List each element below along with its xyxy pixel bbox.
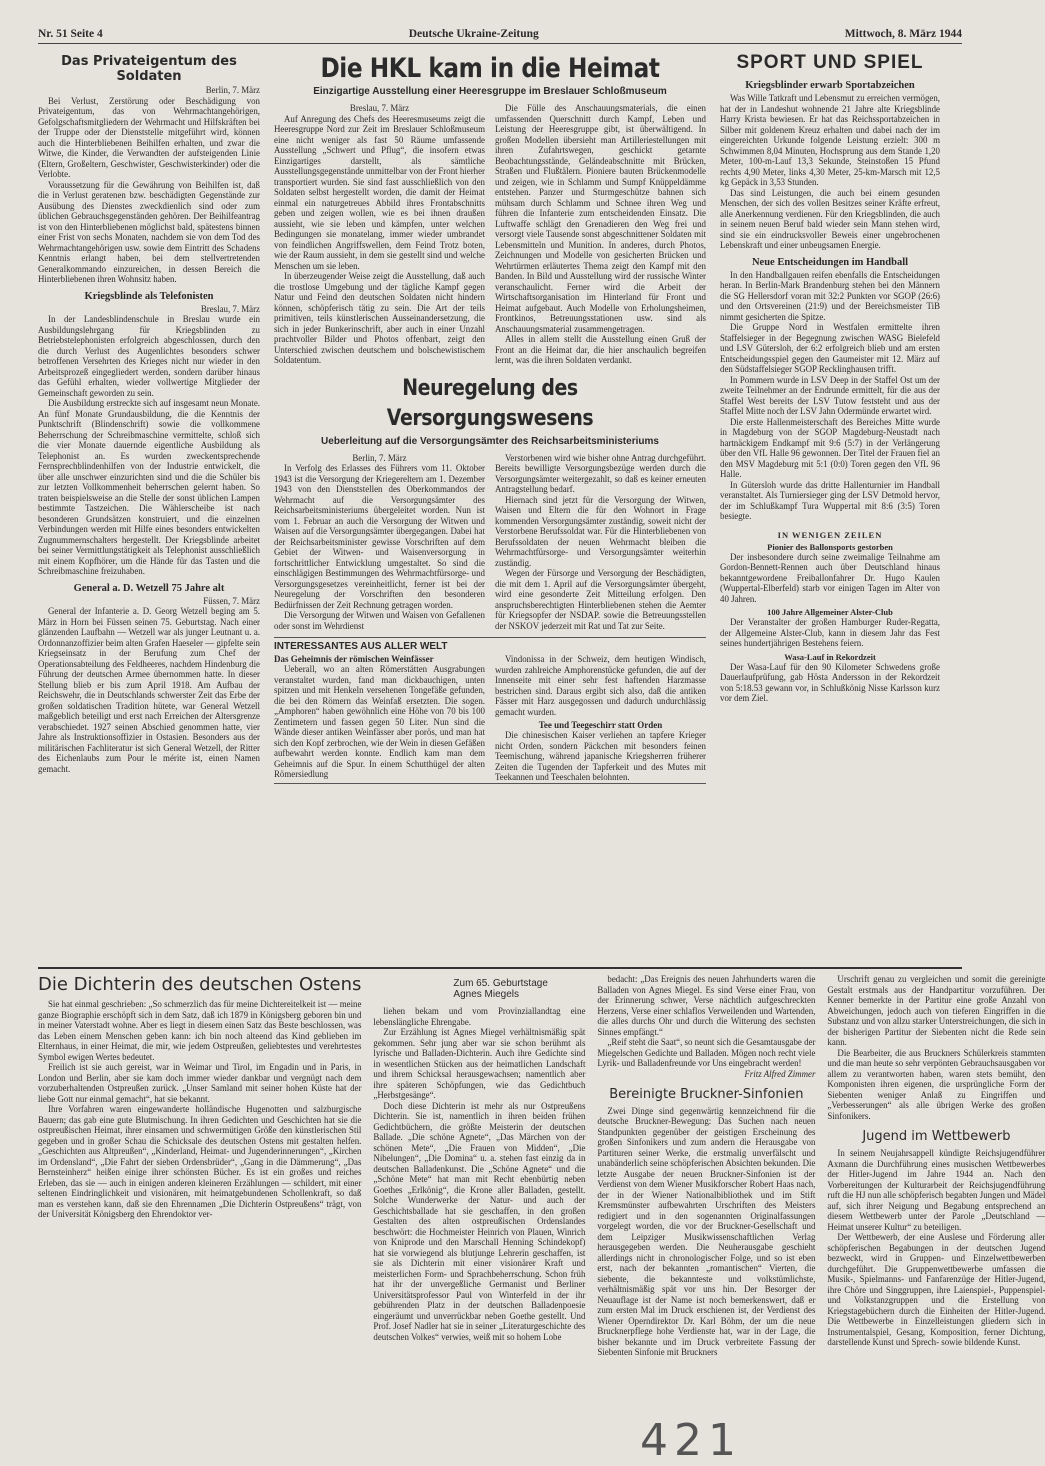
article-title: General a. D. Wetzell 75 Jahre alt [73, 582, 225, 594]
feuilleton-subtitle-line: Agnes Miegels [453, 989, 519, 1000]
paragraph: liehen bekam und vom Provinziallandtag eine lebenslängliche Ehrengabe. [373, 1006, 586, 1027]
article-title: Kriegsblinde als Telefonisten [84, 290, 214, 302]
article-title: Das Geheimnis der römischen Weinfässer [274, 654, 434, 664]
paragraph: Bei Verlust, Zerstörung oder Beschädigung von Privateigentum, das von Wehrmachtangehörigen, Gefolgschaftsmitgliedern der Wehrmacht und Hilfskräften bei der Truppe oder der Dienststelle mitgeführt wird, können auch die Hinterbliebenen Beihilfen erhalten, und zwar die Witwe, die Kinder, die Verwandten der aufsteigenden Linie (Eltern, Großeltern, Geschwister, Geschwisterkinder) oder die Verlobte. [38, 95, 260, 179]
article-title: Pionier des Ballonsports gestorben [767, 541, 893, 552]
hkl-right [495, 103, 706, 366]
center-column [274, 48, 706, 963]
paragraph: Die Bearbeiter, die aus Bruckners Schülerkreis stammten und die man heute so sehr verpönten Gebrauchsausgaben vor allem zu verantworten haben, waren stets bemüht, den Komponisten ihren eigenen, die ursprüngliche Form der Siebenten weniger Anlaß zu Eingriffen und „Verbesserungen“ als alle übrigen Werke des großen Sinfonikers. [827, 1047, 1045, 1121]
paragraph: bedacht: „Das Ereignis des neuen Jahrhunderts waren die Balladen von Agnes Miegel. Es sind Verse einer Frau, von der Erinnerung schwer, Verse nächtlich aufgeschreckten Herzens, Verse einer schlaflos Verweilenden und Wartenden, die alles durchs Ohr und durch die Witterung des sechsten Sinnes empfängt.“ [597, 974, 816, 1037]
interessantes-box [274, 637, 706, 784]
paragraph: Der Wasa-Lauf für den 90 Kilometer Schwedens große Dauerlaufprüfung, gab Hösta Andersson in der Rekordzeit von 5:18.53 gewann vor, in Schlußkönig Nisse Karlsson kurz vor dem Ziel. [720, 661, 940, 703]
paragraph: Der Veranstalter der großen Hamburger Ruder-Regatta, der Allgemeine Alster-Club, kann in diesem Jahr das Fest seines hundertjährigen Bestehens feiern. [720, 617, 940, 648]
top-section [38, 48, 962, 963]
paragraph: Auf Anregung des Chefs des Heeresmuseums zeigt die Heeresgruppe Nord zur Zeit im Breslauer Schloßmuseum eine nicht weniger als fast 50 Räume umfassende Ausstellung „Schwert und Pflug“, die insofern etwas Einzigartiges darstellt, als sämtliche Ausstellungsgegenstände unmittelbar von der Front hierher transportiert wurden. Sie sind fast ausschließlich von den Soldaten selbst hergestellt worden, die damit der Heimat einmal ein naturgetreues Abbild ihres Frontabschnitts geben und zeigen wollen, wie es bei ihnen draußen aussieht, wie sie leben und kämpfen, unter welchen Bedingungen sie monatelang, immer wieder umbrandet von feindlichen Angriffswellen, dem Feind Trotz boten, wie der Raum aussieht, in dem sie gestellt sind und welche Menschen um sie leben. [274, 113, 485, 271]
feuilleton-subtitle [453, 978, 585, 1000]
paragraph: Die Versorgung der Witwen und Waisen von Gefallenen oder sonst im Wehrdienst [274, 610, 485, 631]
paragraph: Die chinesischen Kaiser verliehen an tapfere Krieger nicht Orden, sondern Päckchen mit besonders feinen Teemischung, während japanische Kriegsherren früherer Zeiten die Tugenden der Tapferkeit und des Mutes mit Teekannen und Teeschalen belohnten. [495, 730, 706, 782]
feuilleton-title: Die Dichterin des deutschen Ostens [38, 974, 362, 995]
masthead-issue: Nr. 51 Seite 4 [38, 28, 103, 40]
feuilleton-col-2 [373, 974, 585, 1374]
article-title: Bereinigte Bruckner-Sinfonien [609, 1086, 804, 1102]
paragraph: Die Gruppe Nord in Westfalen ermittelte ihren Staffelsieger in der Begegnung zwischen WASG Bielefeld und LSV Gütersloh, der 6:2 erfolgreich blieb und am ersten Entscheidungsspiel gegen den Gaumeister mit 12. März auf den Südstaffelsieger SGOP Recklinghausen trifft. [720, 322, 940, 374]
feuilleton-title-row [38, 974, 361, 995]
paragraph: Was Wille Tatkraft und Lebensmut zu erreichen vermögen, hat der in Landeshut wohnende 21 Jahre alte Kriegsblinde Harry Krista bewiesen. Er hat das Reichssportabzeichen in Silber mit goldenem Kreuz erhalten und dabei nach der im eingereichten Urkunde folgende Leistung erzielt: 300 m Schwimmen 8,04 Minuten, Hochsprung aus dem Stande 1,20 Meter, 100-m-Lauf 13,3 Sekunde, Steinstoßen 15 Pfund rechts 4,90 Meter, links 4,30 Meter, 25-km-Marsch mit 12,5 kg Gepäck in 3,53 Stunden. [720, 93, 940, 187]
paragraph: Die erste Hallenmeisterschaft des Bereiches Mitte wurde in Magdeburg von der SGOP Magdeburg-Neustadt nach hartnäckigem Endkampf mit 9:6 (5:7) in der Verlängerung über den VfL Halle 96 gewonnen. Der Titel der Frauen fiel an den MSV Magdeburg mit 5:1 (0:0) Toren gegen den VfL 96 Halle. [720, 416, 940, 479]
paragraph: Zwei Dinge sind gegenwärtig kennzeichnend für die deutsche Bruckner-Bewegung: Das Suchen nach neuen Standpunkten gegenüber der geistigen Erscheinung des großen Sinfonikers und zum andern die Herausgabe von Partituren seiner Werke, die erstmalig unverfälscht und unabänderlich seine schöpferischen Absichten bekunden. Die letzte Ausgabe der neuen Bruckner-Sinfonien ist der Verdienst von dem Wiener Musikforscher Robert Haas nach, der in der Wiener Nationalbibliothek und im Stift Kremsmünster aufbewahrten Urschriften des Meisters redigiert und in den sogenannten Originalfassungen vorgelegt worden, die vor der Bruckner-Gesellschaft und dem Leipziger Musikwissenschaftlichen Verlag herausgegeben werden. Die Neuherausgabe geschieht allerdings nicht in chronologischer Folge, und so ist eben erst, nach der bekannten „romantischen“ Vierten, die siebente, die bekannteste und volkstümlichste, verhältnismäßig spät vor uns hin. Der Besorger der Neuauflage ist der Name ist noch bemerkenswert, daß er zum ersten Mal im Druck erschienen ist, der Verdienst des Wiener Operndirektor Dr. Karl Böhm, der um die neue Brucknerpflege hohe Verdienste hat, war in der Lage, die bisher bekannte und im Druck verbreitete Fassung der Siebenten Sinfonie mit Bruckners [597, 1105, 816, 1357]
masthead-date: Mittwoch, 8. März 1944 [844, 28, 962, 40]
paragraph: Der Wettbewerb, der eine Auslese und Förderung aller schöpferischen Begabungen in der deutschen Jugend bezweckt, wird in Gruppen- und Einzelwettbewerben durchgeführt. Die Gruppenwettbewerbe umfassen die Musik-, Spielmanns- und Fanfarenzüge der Hitler-Jugend, ihre Chöre und Singgruppen, ihre Laienspiel-, Puppenspiel- und Volkstanzgruppen und die Erstellung von Kriegstagebüchern durch die Einheiten der Hitler-Jugend. Die Wettbewerbe in Einzelleistungen gliedern sich in Instrumentalspiel, Gesang, Komposition, ferner Dichtung, darstellende Kunst und Sprech- sowie bildende Kunst. [827, 1232, 1045, 1347]
paragraph: Alles in allem stellt die Ausstellung einen Gruß der Front an die Heimat dar, die hier anschaulich begreifen lernt, was die ihren Soldaten verdankt. [495, 334, 706, 365]
feuilleton-subtitle-line: Zum 65. Geburtstage [453, 978, 548, 989]
paragraph: Vindonissa in der Schweiz, dem heutigen Windisch, wurden zahlreiche Amphorenstücke gefunden, die auf der Innenseite mit einer sehr fest haftenden Harzmasse bestrichen sind. Daraus ergibt sich also, daß die antiken Fässer mit Harz ausgegossen und dadurch undurchlässig gemacht wurden. [495, 654, 706, 717]
paragraph: In Pommern wurde in LSV Deep in der Staffel Ost um der zweite Teilnehmer an der Endrunde ermittelt, für die aus der Staffel West bereits der LSV Tutow feststeht und aus der Staffel Mitte noch der LSV Jahn Odermünde erwartet wird. [720, 374, 940, 416]
paragraph: Voraussetzung für die Gewährung von Beihilfen ist, daß die in Verlust geratenen bzw. beschädigten Gegenstände zur Ausübung des Dienstes zweckdienlich sind oder zum üblichen Gebrauchsgegenständen gehören. Der Beihilfeantrag ist von den Hinterbliebenen möglichst bald, spätestens binnen einer Frist von sechs Monaten, nachdem sie von dem Tod des Wehrmachtangehörigen usw. sowie dem Eintritt des Schadens Kenntnis erlangt haben, bei dem stellvertretenden Generalkommando einzureichen, in dessen Bereich die Hinterbliebenen ihren Wohnsitz haben. [38, 179, 260, 284]
paragraph: Die Fülle des Anschauungsmaterials, die einen umfassenden Querschnitt durch Kampf, Leben und Leistung der Heeresgruppe gibt, ist überwältigend. In großen Modellen übersieht man Artilleriestellungen mit ihren Zufahrtswegen, geschickt getarnte Beobachtungsstände, Geländeabschnitte mit Brücken, Straßen und Flußtälern. Pioniere bauten Brückenmodelle und zeigen, wie in Schlamm und Sumpf Knüppeldämme entstehen. Panzer und Sturmgeschütze bahnen sich mühsam durch Schlamm und Schnee ihren Weg und führen die Infanterie zum entscheidenden Einsatz. Die Luftwaffe schlägt den Grenadieren den Weg frei und versorgt viele Tausende sonst abgeschnittener Soldaten mit Lebensmitteln und Munition. In anderes, durch Photos, Zeichnungen und Modelle von gesicherten Brücken und Wehrtürmen erläutertes Thema zeigt den Kampf mit den Banden. In Bild und Ausstellung wird der russische Winter veranschaulicht. Ferner wird die Arbeit der Wirtschaftsorganisation im Hinterland für Front und Heimat aufgebaut. Auch Modelle von Erholungsheimen, Frontkinos, Betreuungsstationen usw. sind als Anschauungsmaterial zusammengetragen. [495, 103, 706, 334]
paragraph: Verstorbenen wird wie bisher ohne Antrag durchgeführt. Bereits bewilligte Versorgungsbezüge werden durch die Versorgungsämter weitergezahlt, so daß es keiner erneuten Antragstellung bedarf. [495, 452, 706, 494]
sport-column [720, 48, 940, 963]
paragraph: In Verfolg des Erlasses des Führers vom 11. Oktober 1943 ist die Versorgung der Kriegereltern am 1. Dezember 1943 von den Dienststellen des Oberkommandos der Wehrmacht auf die Versorgungsämter des Reichsarbeitsministeriums übergeleitet worden. Nun ist vom 1. Februar an auch die Versorgung der Witwen und Waisen auf die Versorgungsämter übergegangen. Dabei hat der Reichsarbeitsminister gewisse Vorschriften auf dem Gebiet der Witwen- und Waisenversorgung in fortschrittlicher Entwicklung umgestaltet. So sind die einschlägigen Bestimmungen des Wehrmachtfürsorge- und Versorgungsgesetzes vereinheitlicht, ferner ist bei der Neuregelung der Vorschriften den besonderen Bedürfnissen der Zeit Rechnung getragen worden. [274, 463, 485, 610]
bottom-section [38, 974, 1045, 1374]
dateline: Berlin, 7. März [352, 452, 407, 463]
section-header: INTERESSANTES AUS ALLER WELT [274, 641, 448, 652]
paragraph: Freilich ist sie auch gereist, war in Weimar und Tirol, im Engadin und in Paris, in London und Berlin, aber sie kam doch immer wieder dankbar und vergnügt nach dem vorzuberhaltenden Ostpreußen zurück. „Unser Samland mit seiner hohen Küste hat der liebe Gott nur einmal gemacht“, hat sie bekannt. [38, 1062, 362, 1104]
paragraph: Wegen der Fürsorge und Versorgung der Beschädigten, die mit dem 1. April auf die Versorgungsämter übergeht, wird eine gesonderte Zeit Mitteilung erfolgen. Den anspruchsberechtigten Hinterbliebenen stehen die Aemter für Kriegsopfer der NSDAP. sowie die Betreuungsstellen der NSKOV jederzeit mit Rat und Tat zur Seite. [495, 568, 706, 631]
paragraph: Das sind Leistungen, die auch bei einem gesunden Menschen, der sich des vollen Besitzes seiner Kräfte erfreut, alle Anerkennung verdienen. Für den Kriegsblinden, die auch in seinem neuen Beruf bald wieder sein Mann stehen wird, sind sie ein eindrucksvoller Beweis einer ungebrochenen Lebenskraft und einer unbeugsamen Energie. [720, 187, 940, 250]
section-header: IN WENIGEN ZEILEN [777, 529, 883, 540]
hkl-left [274, 103, 485, 366]
article-title: Tee und Teegeschirr statt Orden [538, 720, 663, 730]
headline-versorgung: Neuregelung des Versorgungswesens [386, 375, 594, 431]
headline-hkl: Die HKL kam in die Heimat [320, 53, 660, 84]
paragraph: Ihre Vorfahren waren eingewanderte holländische Hugenotten und salzburgische Bauern; das gab eine gute Blutmischung. In ihren Gedichten und Geschichten hat sie die ostpreußischen Heimat, ihrer einsamen und schwermütigen Größe den künstlerischen Stil gegeben und in großer Schau die Schicksale des deutschen Ostens mit gestalten helfen. „Geschichten aus Altpreußen“, „Kinderland, Heimat- und Jugenderinnerungen“, „Kirchen im Ordensland“, „Die Fahrt der sieben Ordensbrüder“, „Gang in die Dämmerung“, „Das Bernsteinherz“ heißen einige ihrer schönsten Bücher. Es ist ein großes und reiches Erleben, das sie — auch in einigen anderen kleineren Erzählungen — schildert, mit einer seltenen Eindringlichkeit und visionären, mit heimatgebundenen Schollenkraft, so daß man es verstehen kann, daß sie den Ehrennamen „Die Dichterin Ostpreußens“ trägt, von der Universität Königsberg den Ehrendoktor ver- [38, 1104, 362, 1219]
paragraph: Der insbesondere durch seine zweimalige Teilnahme am Gordon-Bennett-Rennen auch über Deutschland hinaus bekanntgewordene Freiballonfahrer Dr. Hugo Kaulen (Wuppertal-Elberfeld) starb vor einigen Tagen im Alter von 40 Jahren. [720, 551, 940, 604]
masthead-paper-name: Deutsche Ukraine-Zeitung [408, 28, 539, 40]
paragraph: Die Ausbildung erstreckte sich auf insgesamt neun Monate. An fünf Monate Grundausbildung, die die Kenntnis der Punktschrift (Blindenschrift) sowie die vollkommene Beherrschung der Schreibmaschine vermittelte, schloß sich die vier Monate dauernde eigentliche Ausbildung als Telephonist an. Es wurden zweckentsprechende Fernsprechblindenhilfen von der Industrie entwickelt, die über alle unschwer einzurichten sind und die die Schüler bis zur letzten Vollkommenheit beherrschen gelernt haben. So traten beispielsweise an die Stelle der sonst üblichen Lampen bestimmte Tastzeichen. Die Wählerscheibe ist nach besonderen Grundsätzen konstruiert, und die einzelnen Verbindungen werden mit Hilfe eines besonders entwickelten Zugnummernschalters hergestellt. Der Kriegsblinde arbeitet bei seiner Vermittlungstätigkeit als Telephonist ausschließlich mit einem Kopfhörer, um die Hände für das Tasten und die Schreibmaschine freizuhaben. [38, 398, 260, 576]
left-column [38, 48, 260, 963]
section-divider [38, 967, 962, 969]
article-title: Neue Entscheidungen im Handball [751, 256, 909, 268]
masthead [38, 26, 962, 44]
dateline: Füssen, 7. März [203, 595, 260, 606]
sport-section-header: SPORT UND SPIEL [736, 52, 924, 73]
author-signature: Fritz Alfred Zimmer [744, 1068, 816, 1079]
interessantes-left [274, 654, 485, 783]
paragraph: General der Infanterie a. D. Georg Wetzell beging am 5. März in Horn bei Füssen seinen 75. Geburtstag. Nach einer glänzenden Laufbahn — Wetzell war als junger Leutnant u. a. Ordonnanzoffizier beim alten Grafen Haeseler — gipfelte sein Kriegseinsatz in der Berufung zum Chef der Operationsabteilung des Feldheeres, nachdem Hindenburg die Führung der deutschen Armee übernommen hatte. In dieser Stellung blieb er bis zum April 1918. Am Aufbau der Reichswehr, die in Deutschlands schwerster Zeit das Erbe der großen soldatischen Tradition hütete, war General Wetzell maßgeblich beteiligt und erst nach Erreichen der Altersgrenze verabschiedet. 1927 seinen Abschied genommen hatte, vier Jahre als Instruktionsoffizier in Ostasien. Besonders aus der militärischen Fachliteratur ist sich General Wetzell, der Ritter des Eichenlaubs zum Pour le mérite ist, einen Namen gemacht. [38, 606, 260, 774]
paragraph: In seinem Neujahrsappell kündigte Reichsjugendführer Axmann die Durchführung eines musischen Wettbewerbes der Hitler-Jugend im Jahre 1944 an. Nach den Vorbereitungen der Kulturarbeit der Reichsjugendführung ruft die HJ nun alle schöpferisch begabten Jungen und Mädel auf, sich ihrer Neigung und Begabung entsprechend an diesem Wettbewerb unter der Parole „Deutschland — Heimat unserer Kultur“ zu beteiligen. [827, 1148, 1045, 1232]
paragraph: „Reif steht die Saat“, so neunt sich die Gesamtausgabe der Miegelschen Gedichte und Balladen. Mögen noch recht viele Lyrik- und Balladenfreunde vor Uns eingebracht werden! [597, 1037, 816, 1068]
article-title: Das Privateigentum des Soldaten [61, 54, 237, 84]
subheadline: Ueberleitung auf die Versorgungsämter des Reichsarbeitsministeriums [321, 435, 659, 447]
versorgung-body [274, 453, 706, 632]
paragraph: Hiernach sind jetzt für die Versorgung der Witwen, Waisen und Eltern die für den Wohnort in Frage kommenden Versorgungsämter zuständig, soweit nicht der Verstorbene Berufssoldat war. Für die Hinterbliebenen von Berufssoldaten der neuen Wehrmacht bleiben die Wehrmachtfürsorge- und Versorgungsämter weiterhin zuständig. [495, 494, 706, 568]
dateline: Berlin, 7. März [205, 85, 260, 95]
article-title: 100 Jahre Allgemeiner Alster-Club [767, 607, 893, 617]
feuilleton-col-4 [827, 974, 1045, 1374]
paragraph: Ueberall, wo an alten Römerstätten Ausgrabungen veranstaltet wurden, fand man dickbauchigen, unten spitzen und mit Henkeln versehenen Tongefäße gefunden, die bei den Römern das Weinfaß ersetzten. Die sogen. „Amphoren“ haben gewöhnlich eine Höhe von 70 bis 100 Zentimetern und fassen gegen 50 Liter. Nun sind die Wände dieser antiken Weinfässer aber porös, und man hat sich den Kopf zerbrochen, wie der Wein in diesen Gefäßen aufbewahrt werden konnte. Endlich kam man dem Geheimnis auf die Spur. In einem Schutthügel der alten Römersiedlung [274, 664, 485, 779]
paragraph: In der Landesblindenschule in Breslau wurde ein Ausbildungslehrgang für Kriegsblinden zu Betriebstelephonisten erfolgreich abgeschlossen, durch den die durch Verlust des Augenlichtes besonders schwer betroffenen Versehrten des Krieges nicht nur wieder in den Arbeitsprozeß eingegliedert werden, sondern darüber hinaus das Gefühl erhalten, wieder vollwertige Mitglieder der Gemeinschaft geworden zu sein. [38, 314, 260, 398]
paragraph: In Gütersloh wurde das dritte Hallenturnier im Handball veranstaltet. Als Turniersieger ging der LSV Detmold hervor, der im Schlußkampf Tura Wuppertal mit 8:6 (3:5) Toren besiegte. [720, 479, 940, 521]
paragraph: In überzeugender Weise zeigt die Ausstellung, daß auch die trostlose Umgebung und der tägliche Kampf gegen Natur und Feind den deutschen Soldaten nicht hindern können, schöpferisch tätig zu sein. Die Art der teils primitiven, teils künstlerischen Ausseinandersetzung, die sich in jeder Bunkerinschrift, aber auch in einer Unzahl prachtvoller Bilder und Photos offenbart, zeigt den Unterschied zwischen deutschem und bolschewistischem Soldatentum. [274, 271, 485, 365]
subheadline: Einzigartige Ausstellung einer Heeresgruppe im Breslauer Schloßmuseum [313, 86, 667, 97]
feuilleton-col-1 [38, 974, 361, 1374]
paragraph: In den Handballgauen reifen ebenfalls die Entscheidungen heran. In Berlin-Mark Brandenburg stehen bei den Männern die SG Hellersdorf voran mit 32:2 Punkten vor SGOP (26:6) und den Ortsvereinen (21:9) und der Bereichsmeister TiB nimmt gesicherten die Spitze. [720, 269, 940, 322]
article-title: Wasa-Lauf in Rekordzeit [784, 651, 876, 662]
paragraph: Zur Erzählung ist Agnes Miegel verhältnismäßig spät gekommen. Sehr jung aber war sie schon berühmt als lyrische und Balladen-Dichterin. Auch ihre Gedichte sind in wesentlichen Stücken aus der heimatlichen Landschaft und ihrem Schicksal herausgewachsen; namentlich aber ihre späteren Schöpfungen, wie das Gedichtbuch „Herbstgesänge“. [373, 1027, 586, 1100]
dateline: Breslau, 7. März [349, 103, 410, 113]
article-title: Jugend im Wettbewerb [862, 1129, 1011, 1144]
paragraph: Doch diese Dichterin ist mehr als nur Ostpreußens Dichterin. Sie ist, namentlich in ihren beiden frühen Gedichtbüchern, die größte Meisterin der deutschen Ballade. „Die schöne Agnete“, „Das Märchen von der schönen Mete“, „Die Frauen von Midden“, „Die Nibelungen“, „Die Domina“ u. a. stehen fast einzig da in deutschen Balladenkunst. Die „Schöne Agnete“ und die „Schöne Mete“ hat man mit Recht ebenbürtig neben Goethes „Erlkönig“, die Krone aller Balladen, gestellt. Solche Wunderwerke der Natur- und auch der Geschichtsballade hat sie geschaffen, in den großen Gestalten des alten ostpreußischen Ordenslandes beschwört: die Hochmeister Heinrich von Plauen, Winrich von Kniprode und den Marschall Henning Schindekopf) hat sie vorwiegend als blutjunge Lehrerin geschaffen, ist sie als Dichterin mit einer visionärer Kraft und meisterlichen Form- und Sprachbeherrschung. Schon früh hat ihr der unvergeßliche Germanist und Berliner Universitätsprofessor Paul von Winterfeld in der ihr gebührenden Platz in der deutschen Balladenpoesie eingeräumt und unverrückbar neben Goethe gestellt. Und Prof. Josef Nadler hat sie in seiner „Literaturgeschichte des deutschen Volkes“ verwies, weiß mit so hohem Lobe [373, 1100, 586, 1342]
dateline: Breslau, 7. März [200, 303, 260, 314]
article-title: Kriegsblinder erwarb Sportabzeichen [745, 80, 915, 91]
handwritten-page-number: 421 [640, 1415, 742, 1466]
paragraph: Sie hat einmal geschrieben: „So schmerzlich das für meine Dichtereitelkeit ist — meine ganze Biographie erschöpft sich in dem Satz, daß ich 1879 in Königsberg geboren bin und in meiner Vaterstadt wohne. Aber es liegt in diesem einen Satz das Beste beschlossen, was das Leben einem Menschen geben kann: ich bin noch alteend das Kind geblieben im Elternhaus, in einer Heimat, die mir, wie jedem Ostpreußen, geliebtestes und verehrtestes Symbol ewigen Wertes bedeutet. [38, 999, 362, 1062]
versorgung-right [495, 453, 706, 632]
hkl-body [274, 103, 706, 366]
interessantes-right [495, 654, 706, 783]
feuilleton-col-3 [597, 974, 815, 1374]
paragraph: Urschrift genau zu vergleichen und somit die gereinigte Gestalt erstmals aus der Handpartitur vorzuführen. Der Kenner bemerkte in der Partitur eine große Anzahl von Abweichungen, jedoch auch von tieferen Eingriffen in die Substanz und von allzu starker Unterstreichungen, die sich in der bisherigen Partitur der Siebenten nicht die Rede sein kann. [827, 974, 1045, 1047]
versorgung-left [274, 453, 485, 632]
interessantes-body [274, 654, 706, 783]
